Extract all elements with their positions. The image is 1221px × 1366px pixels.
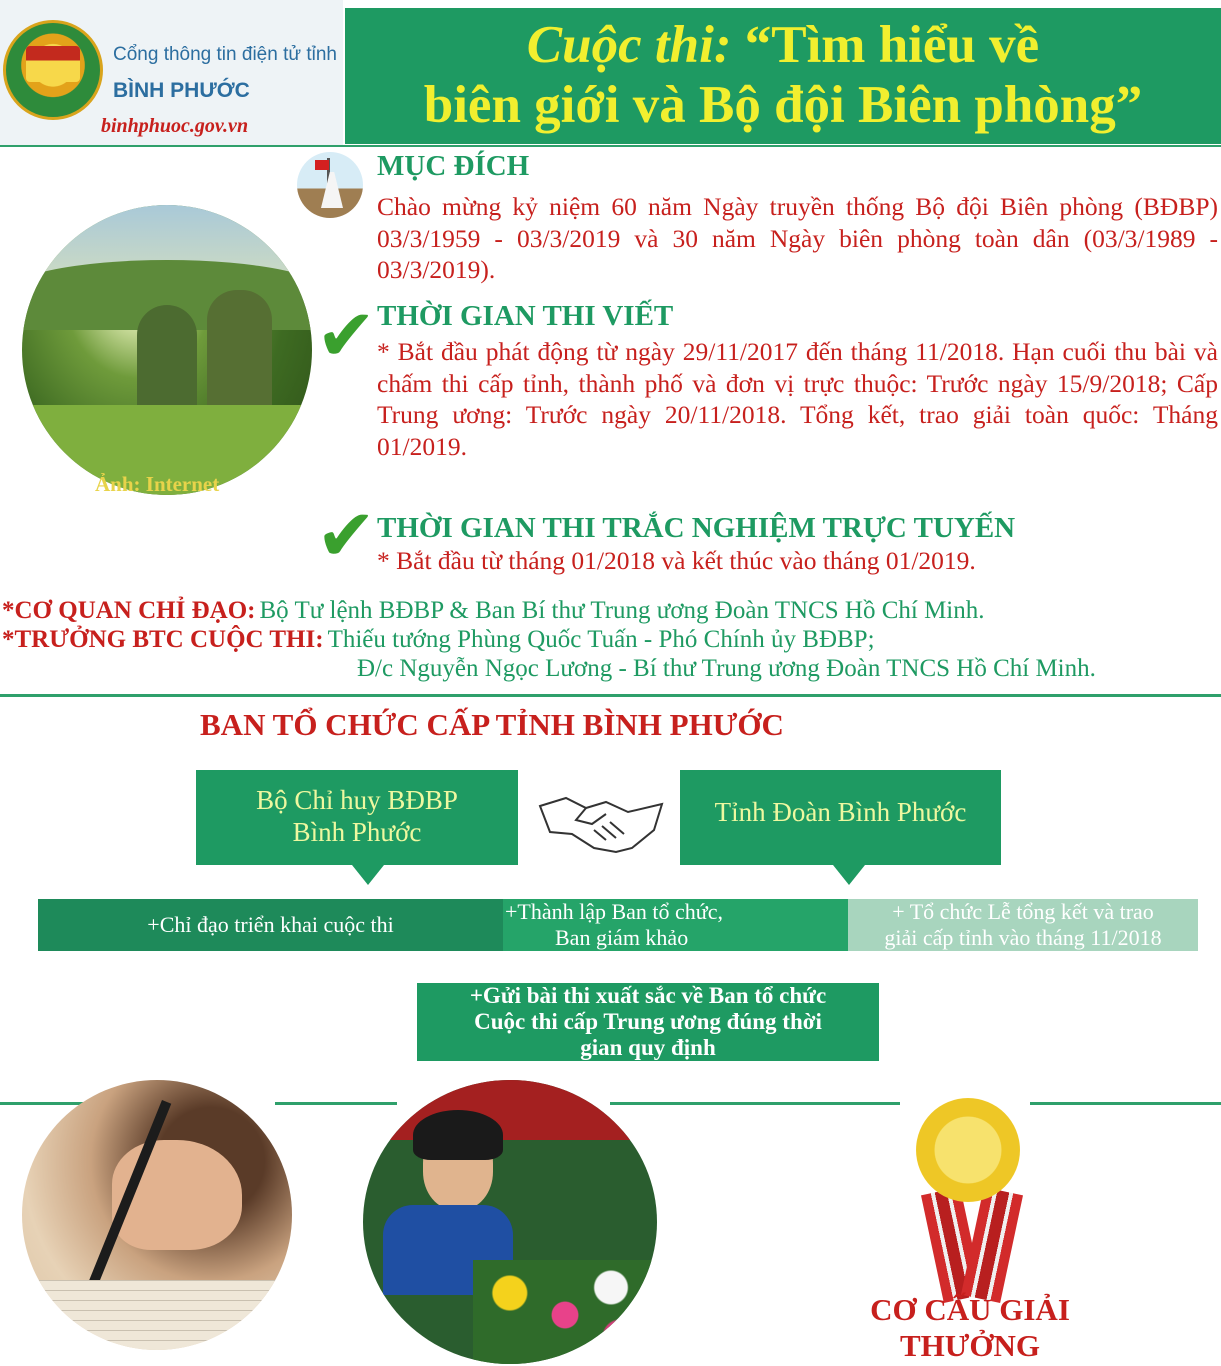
head-value-1: Thiếu tướng Phùng Quốc Tuấn - Phó Chính ủy BĐBP; [327,626,875,653]
header-divider [0,145,1221,147]
portal-name: Cổng thông tin điện tử tỉnh [113,44,337,65]
task2-line1: +Thành lập Ban tổ chức, [505,899,723,924]
bottom-divider [1030,1102,1221,1105]
provincial-heading: BAN TỔ CHỨC CẤP TỈNH BÌNH PHƯỚC [200,707,784,742]
head-value-2: Đ/c Nguyễn Ngọc Lương - Bí thư Trung ương Đoàn TNCS Hồ Chí Minh. [357,655,1096,682]
box-right-label: Tỉnh Đoàn Bình Phước [714,797,967,827]
task4-line1: +Gửi bài thi xuất sắc về Ban tổ chức [469,983,827,1008]
agency-value: Bộ Tư lệnh BĐBP & Ban Bí thư Trung ương Đoàn TNCS Hồ Chí Minh. [259,597,985,624]
speaker-photo [363,1080,657,1364]
task-send-entries [417,983,879,1061]
soldiers-photo [22,205,312,495]
portal-site[interactable]: binhphuoc.gov.vn [101,115,249,137]
page-title [345,15,1221,135]
task-direct [38,899,503,951]
task3-line2: giải cấp tỉnh vào tháng 11/2018 [884,925,1162,950]
youth-union-box [680,770,1001,865]
title-line2: biên giới và Bộ đội Biên phòng” [423,76,1143,134]
task4-line3: gian quy định [580,1035,716,1060]
emblem-center [26,46,80,82]
task3-line1: + Tổ chức Lễ tổng kết và trao [892,899,1154,924]
arrow-down-icon [833,865,865,885]
awards-title [840,1292,1100,1364]
arrow-down-icon [352,865,384,885]
checkmark-icon: ✔ [316,496,377,576]
box-left-line1: Bộ Chỉ huy BĐBP [256,785,458,815]
title-prefix: Cuộc thi: [526,16,732,74]
title-line1: “Tìm hiểu về [744,16,1040,74]
purpose-heading: MỤC ĐÍCH [377,150,530,182]
directing-agency [2,597,985,625]
writing-heading: THỜI GIAN THI VIẾT [377,300,674,332]
awards-title-line1: CƠ CẤU GIẢI [870,1292,1070,1327]
task1-label: +Chỉ đạo triển khai cuộc thi [147,912,394,937]
gold-medal-icon [916,1098,1020,1202]
head-label: *TRƯỞNG BTC CUỘC THI: [2,626,324,653]
writing-text: * Bắt đầu phát động từ ngày 29/11/2017 đến tháng 11/2018. Hạn cuối thu bài và chấm thi cấp tỉnh, thành phố và đơn vị trực thuộc: Trước ngày 15/9/2018; Cấp Trung ương: Trước ngày 20/11/2018. Tổng kết, trao giải toàn quốc: Tháng 01/2019. [377,337,1218,461]
portal-province: BÌNH PHƯỚC [113,79,250,102]
task-ceremony [848,899,1198,951]
handshake-icon [536,790,666,865]
checkmark-icon: ✔ [316,296,377,376]
writing-hand-photo [22,1080,292,1350]
purpose-text: Chào mừng kỷ niệm 60 năm Ngày truyền thống Bộ đội Biên phòng (BĐBP) 03/3/1959 - 03/3/2019 và 30 năm Ngày biên phòng toàn dân (03/3/1989 - 03/3/2019). [377,192,1218,285]
online-text: * Bắt đầu từ tháng 01/2018 và kết thúc vào tháng 01/2019. [377,546,976,575]
task-establish [503,899,848,951]
box-left-line2: Bình Phước [292,817,422,847]
agency-label: *CƠ QUAN CHỈ ĐẠO: [2,597,256,624]
task4-line2: Cuộc thi cấp Trung ương đúng thời [474,1009,822,1034]
border-guard-command-box [196,770,518,865]
online-heading: THỜI GIAN THI TRẮC NGHIỆM TRỰC TUYẾN [377,512,1016,544]
task2-line2: Ban giám khảo [555,925,689,950]
committee-head [2,626,875,654]
section-divider [0,694,1221,697]
awards-title-line2: THƯỞNG [899,1328,1041,1363]
photo-credit: Ảnh: Internet [95,472,220,496]
